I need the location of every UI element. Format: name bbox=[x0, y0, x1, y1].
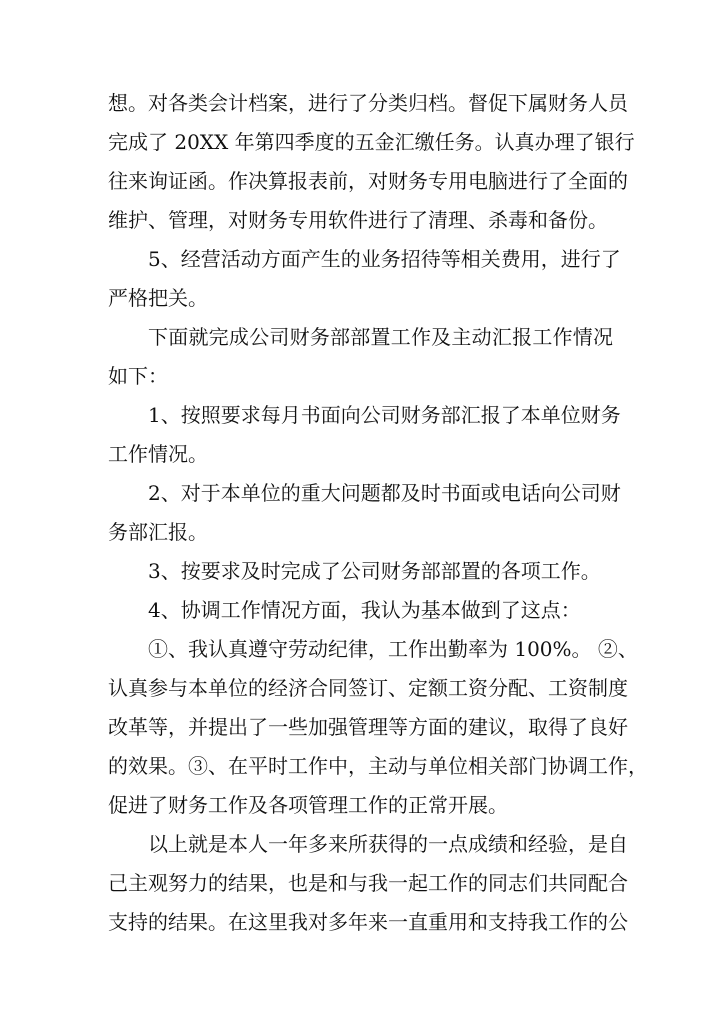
text-line: 下面就完成公司财务部部置工作及主动汇报工作情况 bbox=[148, 325, 613, 349]
paragraph bbox=[108, 591, 613, 630]
text-line: 维护、管理，对财务专用软件进行了清理、杀毒和备份。 bbox=[108, 208, 608, 232]
text-line: 完成了 20XX 年第四季度的五金汇缴任务。认真办理了银行 bbox=[108, 130, 635, 154]
text-line: 4、协调工作情况方面，我认为基本做到了这点： bbox=[148, 598, 581, 622]
paragraph bbox=[108, 84, 635, 240]
text-line: 工作情况。 bbox=[108, 442, 208, 466]
text-line: 支持的结果。在这里我对多年来一直重用和支持我工作的公 bbox=[108, 910, 628, 934]
text-line: 改革等，并提出了一些加强管理等方面的建议，取得了良好 bbox=[108, 715, 628, 739]
paragraph bbox=[108, 630, 648, 825]
text-line: 如下： bbox=[108, 364, 168, 388]
text-line: 的效果。③、在平时工作中，主动与单位相关部门协调工作， bbox=[108, 754, 648, 778]
text-line: 1、按照要求每月书面向公司财务部汇报了本单位财务 bbox=[148, 403, 621, 427]
paragraph bbox=[108, 825, 628, 942]
text-line: 5、经营活动方面产生的业务招待等相关费用，进行了 bbox=[148, 247, 621, 271]
text-line: 己主观努力的结果，也是和与我一起工作的同志们共同配合 bbox=[108, 871, 628, 895]
text-line: 往来询证函。作决算报表前，对财务专用电脑进行了全面的 bbox=[108, 169, 628, 193]
text-line: 以上就是本人一年多来所获得的一点成绩和经验，是自 bbox=[148, 832, 628, 856]
text-line: 促进了财务工作及各项管理工作的正常开展。 bbox=[108, 793, 508, 817]
text-line: ①、我认真遵守劳动纪律，工作出勤率为 100%。 ②、 bbox=[148, 637, 638, 661]
text-line: 严格把关。 bbox=[108, 286, 208, 310]
paragraph bbox=[108, 552, 613, 591]
paragraph bbox=[108, 318, 613, 396]
document-body bbox=[108, 84, 648, 942]
text-line: 2、对于本单位的重大问题都及时书面或电话向公司财 bbox=[148, 481, 621, 505]
paragraph bbox=[108, 474, 621, 552]
text-line: 想。对各类会计档案，进行了分类归档。督促下属财务人员 bbox=[108, 91, 628, 115]
text-line: 3、按要求及时完成了公司财务部部置的各项工作。 bbox=[148, 559, 601, 583]
text-line: 认真参与本单位的经济合同签订、定额工资分配、工资制度 bbox=[108, 676, 628, 700]
paragraph bbox=[108, 396, 621, 474]
paragraph bbox=[108, 240, 621, 318]
text-line: 务部汇报。 bbox=[108, 520, 208, 544]
